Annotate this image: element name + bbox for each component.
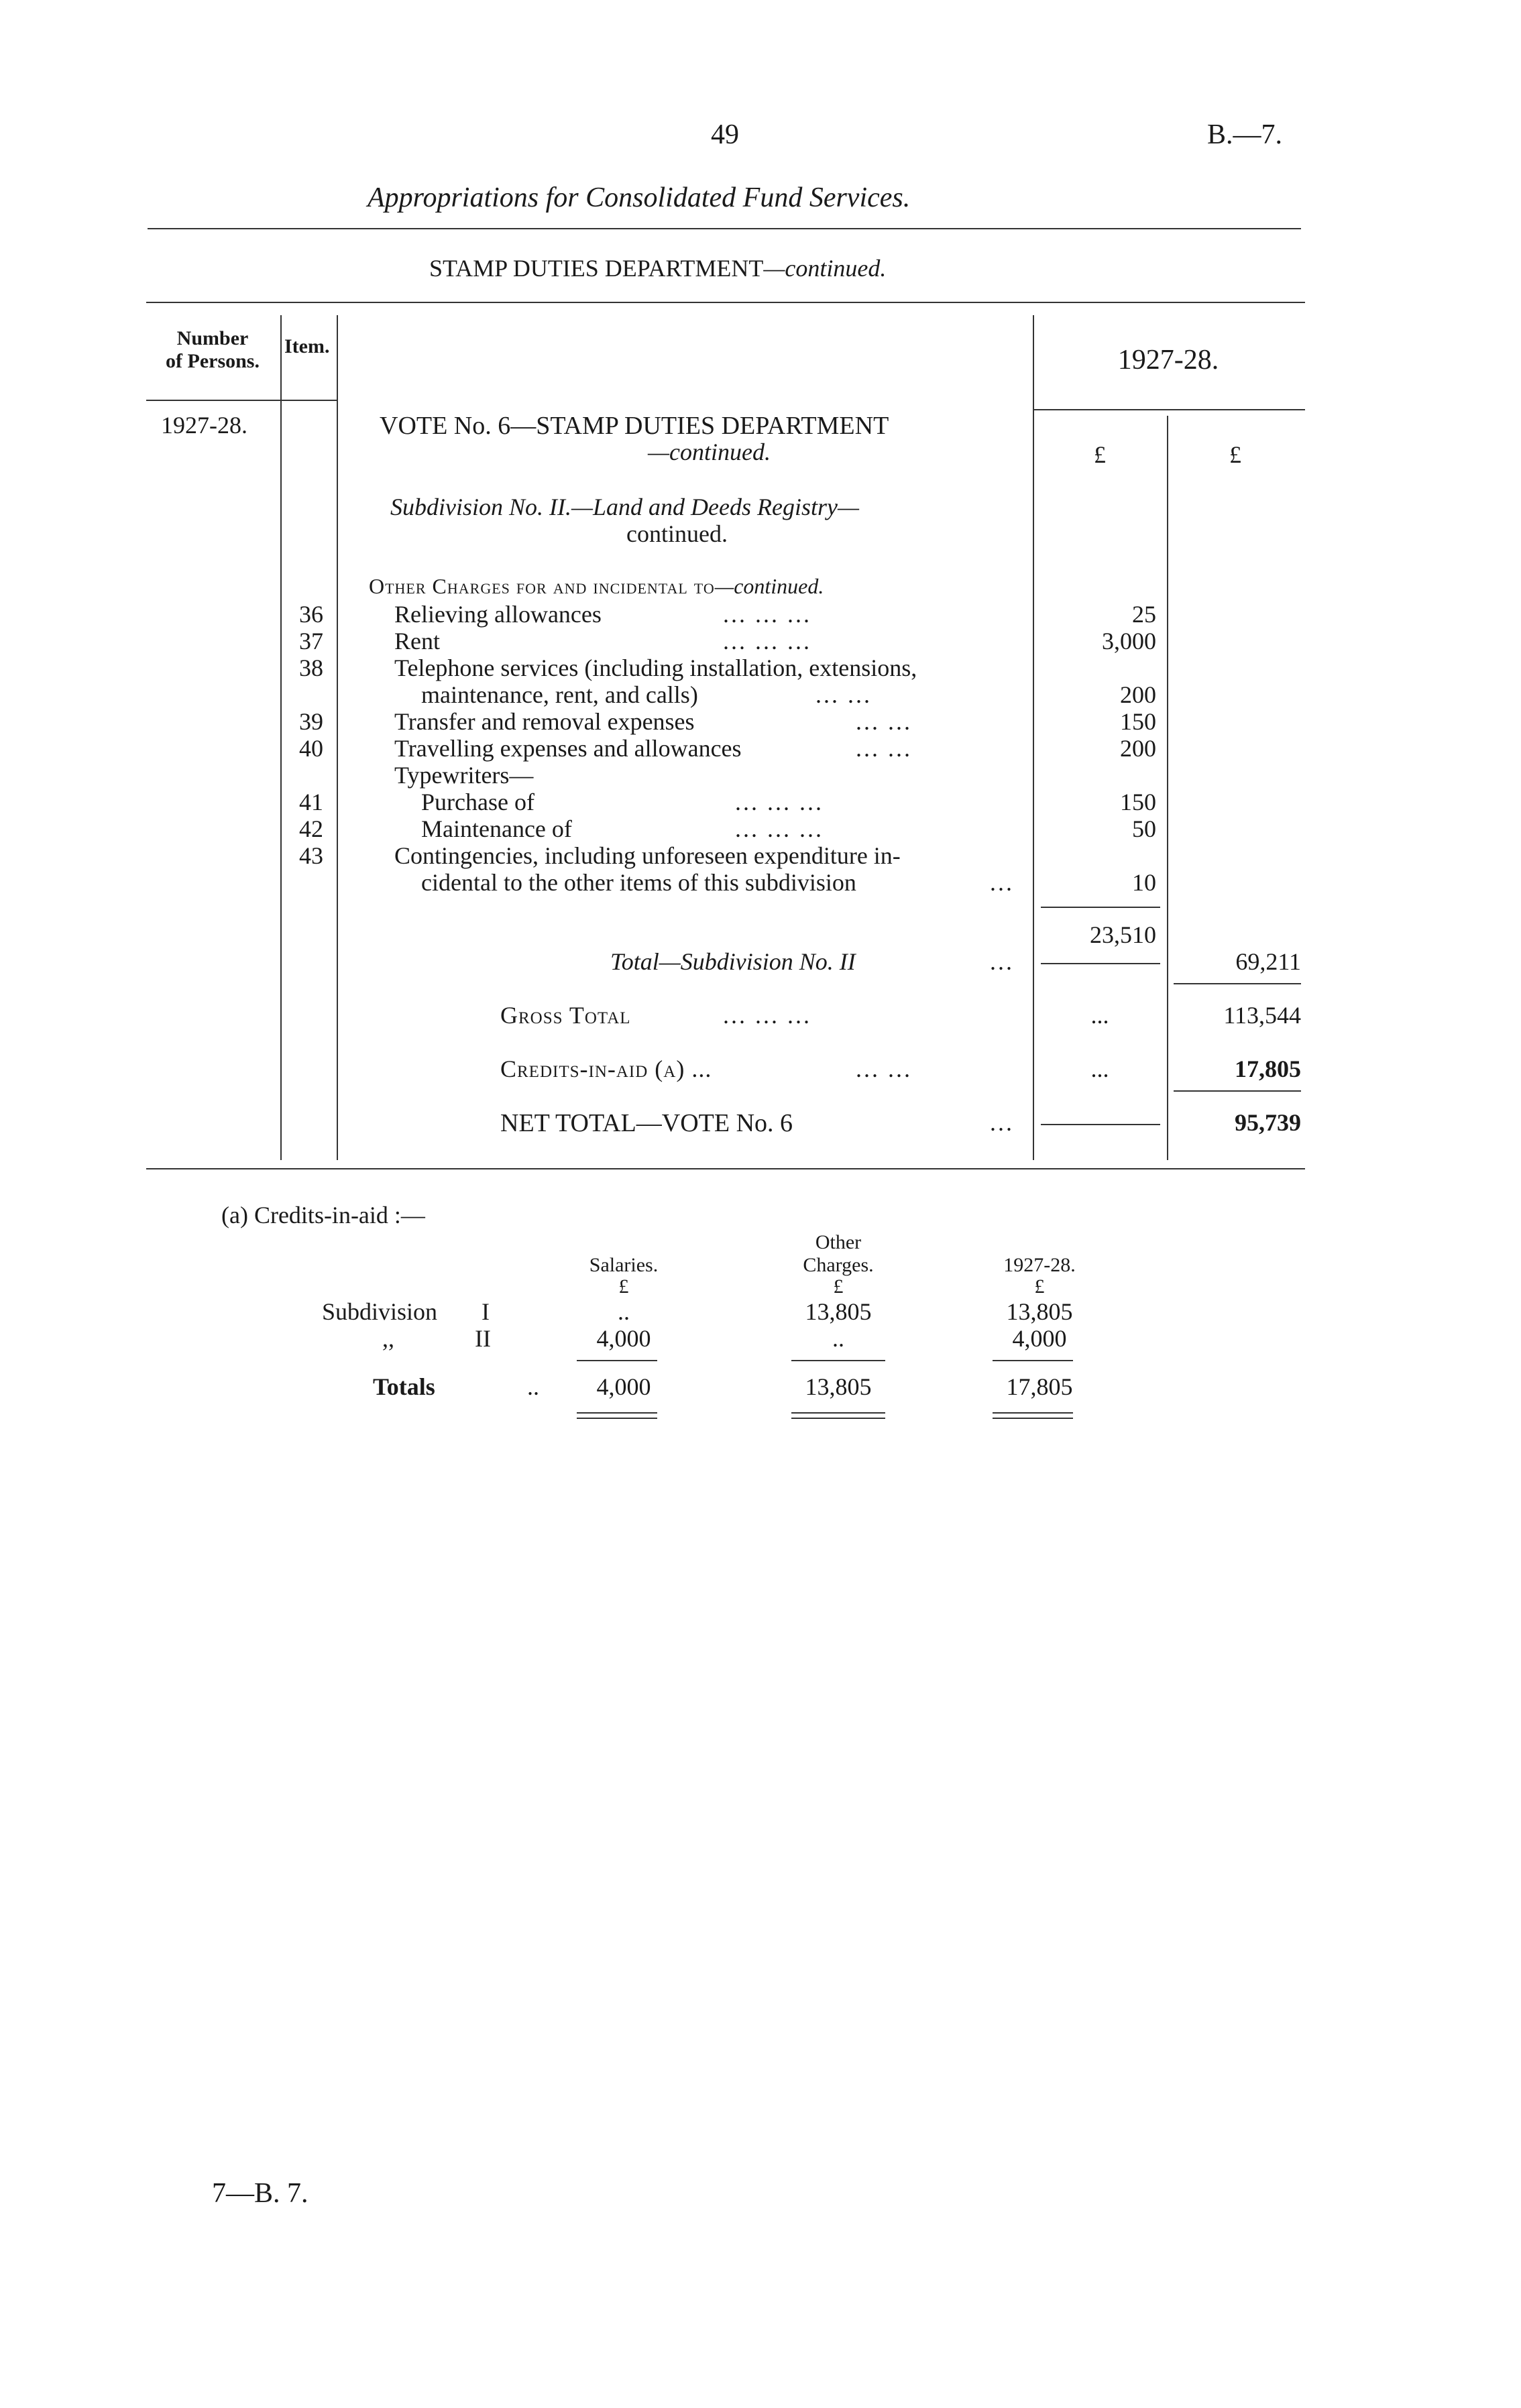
item-amount: 3,000: [1102, 628, 1156, 654]
leader-dots: ... ...: [815, 681, 872, 708]
table-top-rule: [146, 302, 1305, 303]
gross-total-label: Gross Total: [500, 1002, 631, 1029]
item-description: Rent: [394, 628, 440, 654]
persons-year: 1927-28.: [161, 412, 247, 439]
footnote-col-year: 1927-28.: [1003, 1254, 1076, 1276]
leader-dots: ...: [990, 1109, 1014, 1136]
footnote-row-other: 13,805: [805, 1298, 872, 1325]
item-description: Travelling expenses and allowances: [394, 735, 742, 762]
footnote-row-other: ..: [832, 1325, 844, 1352]
footnote-col-other-2: Charges.: [803, 1254, 874, 1276]
item-description: Telephone services (including installation, extensions,: [394, 654, 917, 681]
item-amount: 200: [1120, 735, 1156, 762]
col-rule-description: [1033, 315, 1034, 1160]
footnote-col-other-1: Other: [815, 1231, 862, 1253]
leader-dots: ...: [990, 948, 1014, 975]
pound-sign-1: £: [1094, 441, 1106, 468]
subtotal-rule: [1041, 907, 1160, 908]
subdivision-continued: continued.: [626, 520, 728, 547]
leader-dots: ... ... ...: [723, 628, 811, 654]
credits-footnote: [0, 1194, 1521, 1462]
header-left-rule: [146, 400, 338, 401]
footnote-pound-salaries: £: [618, 1275, 629, 1298]
page-number: 49: [711, 119, 739, 150]
subdivision-title: Subdivision No. II.—Land and Deeds Registry—: [390, 494, 859, 520]
item-number: 36: [299, 601, 323, 628]
footnote-rule-year: [993, 1360, 1073, 1361]
footnote-double-rule-other-2: [791, 1418, 885, 1419]
footer-signature: 7—B. 7.: [212, 2178, 308, 2209]
item-amount: 200: [1120, 681, 1156, 708]
leader-dots: ... ... ...: [723, 601, 811, 628]
col-header-year: 1927-28.: [1117, 345, 1219, 376]
col-header-persons-1: Number: [176, 327, 249, 349]
other-charges-label: Other Charges for and incidental to: [369, 574, 715, 598]
item-description: cidental to the other items of this subdivision: [421, 869, 856, 896]
gross-total-amount: 113,544: [1223, 1002, 1301, 1029]
item-description: Maintenance of: [421, 815, 572, 842]
leader-dots: ... ...: [856, 708, 912, 735]
leader-dots: ... ...: [856, 1055, 912, 1082]
credits-in-aid-label: Credits-in-aid (a) ...: [500, 1055, 712, 1082]
subtotal-amount: 23,510: [1090, 921, 1156, 948]
leader-dots: ... ... ...: [735, 815, 824, 842]
item-amount: 10: [1132, 869, 1156, 896]
leader-dots: ... ...: [856, 735, 912, 762]
col-header-item: Item.: [284, 335, 330, 357]
footnote-double-rule-year-2: [993, 1418, 1073, 1419]
footnote-row-num: I: [482, 1298, 490, 1325]
credits-underline: [1174, 1090, 1301, 1092]
pound-sign-2: £: [1229, 441, 1241, 468]
credits-in-aid-amount: 17,805: [1235, 1055, 1301, 1082]
footnote-double-rule-salaries-1: [577, 1412, 657, 1414]
other-charges-heading: [369, 575, 824, 597]
table-bottom-rule: [146, 1168, 1305, 1169]
leader-dots: ... ... ...: [735, 789, 824, 815]
total-subdivision-amount: 69,211: [1235, 948, 1301, 975]
item-number: 41: [299, 789, 323, 815]
col-rule-item: [337, 315, 338, 1160]
footnote-double-rule-other-1: [791, 1412, 885, 1414]
vote-title: VOTE No. 6—STAMP DUTIES DEPARTMENT: [380, 412, 889, 440]
item-number: 37: [299, 628, 323, 654]
item-amount: 25: [1132, 601, 1156, 628]
page-title: Appropriations for Consolidated Fund Services.: [368, 182, 911, 213]
item-description: Transfer and removal expenses: [394, 708, 695, 735]
col-rule-amount: [1167, 416, 1168, 1160]
item-description: Relieving allowances: [394, 601, 602, 628]
item-amount: 50: [1132, 815, 1156, 842]
footnote-rule-other: [791, 1360, 885, 1361]
item-number: 43: [299, 842, 323, 869]
document-reference: B.—7.: [1207, 119, 1283, 150]
footnote-row-num: II: [475, 1325, 491, 1352]
footnote-row-label: Subdivision: [322, 1298, 438, 1325]
footnote-double-rule-year-1: [993, 1412, 1073, 1414]
leader-dots: ... ... ...: [723, 1002, 811, 1029]
item-description: maintenance, rent, and calls): [421, 681, 698, 708]
footnote-pound-other: £: [833, 1275, 844, 1298]
item-amount: 150: [1120, 708, 1156, 735]
total-underline: [1174, 983, 1301, 984]
net-total-label: NET TOTAL—VOTE No. 6: [500, 1109, 793, 1137]
footnote-col-salaries: Salaries.: [589, 1254, 659, 1276]
leader-dots: ...: [990, 869, 1014, 896]
col-rule-persons: [280, 315, 282, 1160]
footnote-rule-salaries: [577, 1360, 657, 1361]
footnote-totals-year: 17,805: [1006, 1373, 1073, 1400]
footnote-totals-other: 13,805: [805, 1373, 872, 1400]
footnote-row-salaries: ..: [618, 1298, 630, 1325]
footnote-totals-dots: ..: [527, 1373, 539, 1400]
department-continued: —continued.: [763, 255, 887, 282]
item-description: Typewriters—: [394, 762, 534, 789]
net-total-amount: 95,739: [1235, 1109, 1301, 1136]
footnote-totals-salaries: 4,000: [596, 1373, 651, 1400]
other-charges-continued: —continued.: [714, 574, 824, 598]
department-name: STAMP DUTIES DEPARTMENT: [429, 255, 764, 282]
item-number: 39: [299, 708, 323, 735]
footnote-row-label: ,,: [382, 1325, 394, 1352]
footnote-totals-label: Totals: [373, 1373, 435, 1400]
item-amount: 150: [1120, 789, 1156, 815]
net-total-dash: [1041, 1124, 1160, 1125]
item-description: Contingencies, including unforeseen expenditure in-: [394, 842, 901, 869]
col-header-persons-2: of Persons.: [166, 350, 260, 372]
vote-continued: —continued.: [648, 439, 771, 465]
footnote-double-rule-salaries-2: [577, 1418, 657, 1419]
subtotal-underline: [1041, 963, 1160, 964]
footnote-row-salaries: 4,000: [596, 1325, 651, 1352]
footnote-pound-year: £: [1034, 1275, 1045, 1298]
total-subdivision-label: Total—Subdivision No. II: [610, 948, 856, 975]
item-number: 42: [299, 815, 323, 842]
footnote-row-year: 4,000: [1012, 1325, 1067, 1352]
header-right-rule: [1034, 409, 1305, 410]
credits-mid: ...: [1090, 1055, 1109, 1082]
item-number: 40: [299, 735, 323, 762]
item-description: Purchase of: [421, 789, 534, 815]
footnote-heading: (a) Credits-in-aid :—: [221, 1202, 425, 1228]
item-number: 38: [299, 654, 323, 681]
gross-total-mid: ...: [1090, 1002, 1109, 1029]
footnote-row-year: 13,805: [1006, 1298, 1073, 1325]
